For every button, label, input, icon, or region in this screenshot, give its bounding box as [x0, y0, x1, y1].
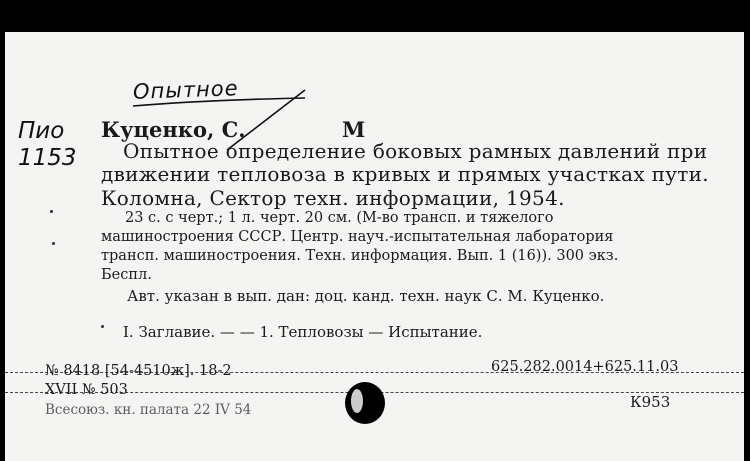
imprint-line: Коломна, Сектор техн. информации, 1954.	[101, 186, 565, 210]
title-line-2: движении тепловоза в кривых и прямых участках пути.	[101, 162, 709, 186]
punch-hole	[345, 382, 385, 424]
handwritten-heading: Опытное	[132, 76, 239, 104]
tracings-line: I. Заглавие. — — 1. Тепловозы — Испытание.	[123, 323, 483, 341]
author-name: Куценко, С.	[101, 117, 246, 142]
collation-line-4: Беспл.	[101, 267, 152, 283]
collation-line-1: 23 с. с черт.; 1 л. черт. 20 см. (М-во трансп. и тяжелого	[125, 210, 554, 226]
author-note: Авт. указан в вып. дан: доц. канд. техн. наук С. М. Куценко.	[127, 287, 605, 305]
scan-speck	[101, 325, 104, 328]
collation-line-3: трансп. машиностроения. Техн. информация. Вып. 1 (16)). 300 экз.	[101, 248, 619, 264]
title-line-1: Опытное определение боковых рамных давлений при	[123, 139, 708, 163]
catalog-code: К953	[630, 393, 671, 411]
catalog-card	[5, 32, 744, 461]
shelf-mark-bottom: 1153	[18, 145, 77, 171]
shelf-mark-top: Пио	[18, 118, 65, 144]
scan-speck	[50, 210, 53, 213]
author-initial: М	[342, 117, 366, 142]
series-number: XVII № 503	[45, 382, 128, 398]
udc-classification: 625.282.0014+625.11.03	[491, 359, 679, 375]
scan-speck	[52, 242, 55, 245]
registration-stamp: Всесоюз. кн. палата 22 IV 54	[45, 402, 252, 418]
call-number: № 8418 [54-4510ж]. 18-2	[45, 363, 232, 379]
collation-line-2: машиностроения СССР. Центр. науч.-испытательная лаборатория	[101, 229, 614, 245]
